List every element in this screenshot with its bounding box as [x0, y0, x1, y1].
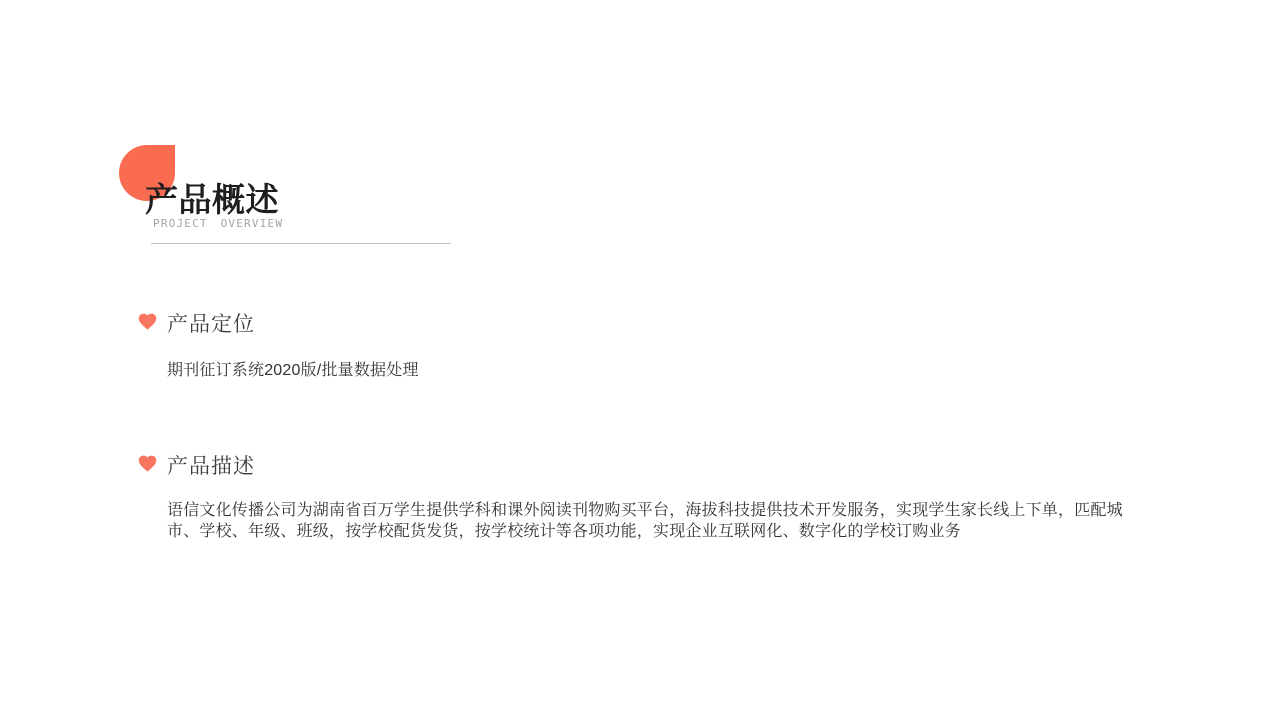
heart-icon — [136, 453, 159, 474]
page-title: 产品概述 — [145, 181, 279, 219]
section-body-product-description: 语信文化传播公司为湖南省百万学生提供学科和课外阅读刊物购买平台，海拔科技提供技术开发服务，实现学生家长线上下单，匹配城市、学校、年级、班级，按学校配货发货，按学校统计等各项功能，实现企业互联网化、数字化的学校订购业务 — [167, 502, 1123, 540]
section-heading-product-description: 产品描述 — [167, 455, 255, 478]
heart-icon — [136, 311, 159, 332]
section-body-product-positioning: 期刊征订系统2020版/批量数据处理 — [167, 362, 419, 379]
section-heading-product-positioning: 产品定位 — [167, 313, 255, 336]
title-divider-line — [151, 243, 451, 244]
page-subtitle: PROJECT OVERVIEW — [153, 217, 284, 230]
